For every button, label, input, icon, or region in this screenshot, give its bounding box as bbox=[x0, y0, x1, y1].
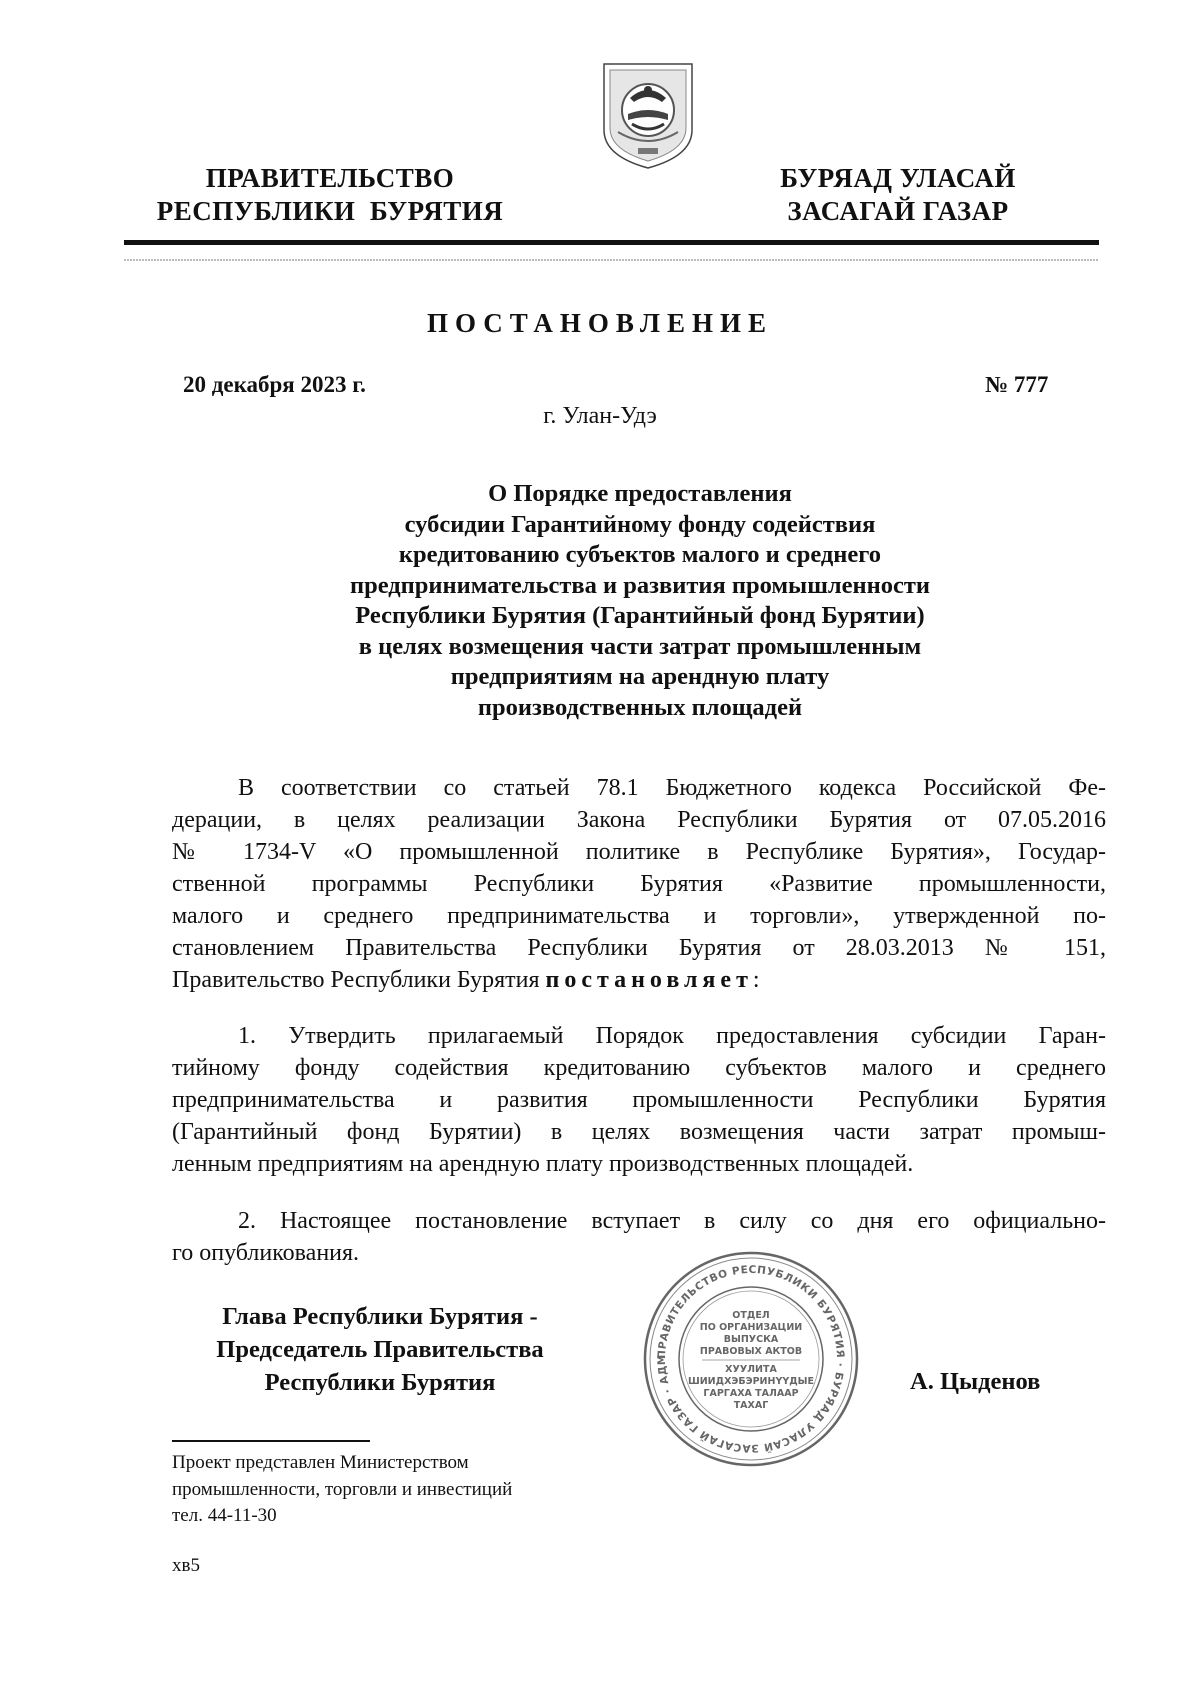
coat-of-arms-icon bbox=[598, 60, 698, 172]
preamble-line: ственной программы Республики Бурятия «Развитие промышленности, bbox=[172, 871, 1106, 897]
seal-inner-line: ШИИДХЭБЭРИНҮҮДЫЕ bbox=[687, 1376, 815, 1387]
preamble-last-text: Правительство Республики Бурятия bbox=[172, 967, 540, 993]
header-divider-thick bbox=[124, 240, 1099, 245]
official-seal-icon bbox=[640, 1248, 862, 1470]
title-line: предпринимательства и развития промышленности bbox=[349, 571, 931, 599]
signer-position-line: Глава Республики Бурятия - bbox=[222, 1303, 538, 1330]
title-line: субсидии Гарантийному фонду содействия bbox=[404, 510, 876, 538]
preamble-line: дерации, в целях реализации Закона Республики Бурятия от 07.05.2016 bbox=[172, 807, 1106, 833]
item-1-line: 1. Утвердить прилагаемый Порядок предоставления субсидии Гаран- bbox=[238, 1023, 1106, 1049]
seal-inner-line: ОТДЕЛ bbox=[732, 1310, 770, 1321]
footnote-line: Проект представлен Министерством bbox=[172, 1452, 469, 1473]
seal-inner-line: ТАХАГ bbox=[733, 1400, 769, 1411]
item-2-line: 2. Настоящее постановление вступает в силу со дня его официально- bbox=[238, 1208, 1106, 1234]
seal-inner-line: ПРАВОВЫХ АКТОВ bbox=[699, 1346, 803, 1357]
footnote-divider bbox=[172, 1440, 370, 1442]
signer-position-line: Председатель Правительства bbox=[216, 1336, 544, 1363]
preamble-line: становлением Правительства Республики Бурятия от 28.03.2013 № 151, bbox=[172, 935, 1106, 961]
document-date: 20 декабря 2023 г. bbox=[183, 372, 366, 397]
document-city: г. Улан-Удэ bbox=[543, 403, 657, 429]
preamble-line: В соответствии со статьей 78.1 Бюджетного кодекса Российской Фе- bbox=[238, 775, 1106, 801]
seal-inner-line: ХУУЛИТА bbox=[725, 1364, 777, 1375]
seal-outer-text: ПРАВИТЕЛЬСТВО РЕСПУБЛИКИ БУРЯТИЯ · БУРЯАД УЛАСАЙ ЗАСАГАЙ ГАЗАР · АДМ bbox=[655, 1263, 847, 1455]
title-line: кредитованию субъектов малого и среднего bbox=[398, 541, 882, 568]
item-1-line: ленным предприятиям на арендную плату производственных площадей. bbox=[172, 1151, 914, 1177]
seal-inner-line: ГАРГАХА ТАЛААР bbox=[703, 1388, 799, 1399]
decree-word: постановляет bbox=[545, 967, 753, 993]
org-name-buryat-line: ЗАСАГАЙ ГАЗАР bbox=[787, 196, 1009, 226]
signer-position-line: Республики Бурятия bbox=[264, 1369, 496, 1396]
preamble-paragraph bbox=[172, 772, 1106, 996]
header-divider-thin bbox=[124, 259, 1099, 261]
title-line: О Порядке предоставления bbox=[488, 480, 792, 507]
title-line: Республики Бурятия (Гарантийный фонд Бурятии) bbox=[355, 602, 925, 629]
seal-inner-line: ПО ОРГАНИЗАЦИИ bbox=[699, 1322, 803, 1333]
org-name-buryat bbox=[728, 162, 1068, 228]
preamble-line: № 1734-V «О промышленной политике в Республике Бурятия», Государ- bbox=[172, 839, 1106, 865]
title-line: производственных площадей bbox=[477, 693, 803, 721]
title-line: в целях возмещения части затрат промышленным bbox=[358, 632, 922, 660]
preamble-line bbox=[172, 964, 1106, 996]
org-name-russian bbox=[130, 162, 530, 228]
document-title bbox=[190, 479, 1090, 723]
preamble-line: малого и среднего предпринимательства и торговли», утвержденной по- bbox=[172, 903, 1106, 929]
footnote-line: промышленности, торговли и инвестиций bbox=[172, 1478, 513, 1500]
title-line: предприятиям на арендную плату bbox=[450, 663, 830, 690]
item-2-paragraph bbox=[172, 1205, 1106, 1269]
document-code: хв5 bbox=[172, 1555, 200, 1576]
document-number: № 777 bbox=[985, 372, 1049, 397]
footnote bbox=[172, 1450, 512, 1530]
signer-position bbox=[170, 1300, 590, 1399]
org-name-russian-line: РЕСПУБЛИКИ БУРЯТИЯ bbox=[156, 196, 504, 226]
document-type: ПОСТАНОВЛЕНИЕ bbox=[426, 308, 774, 338]
org-name-buryat-line: БУРЯАД УЛАСАЙ bbox=[780, 163, 1016, 193]
seal-inner-line: ВЫПУСКА bbox=[723, 1334, 779, 1345]
item-2-line: го опубликования. bbox=[172, 1240, 360, 1266]
item-1-line: (Гарантийный фонд Бурятии) в целях возмещения части затрат промыш- bbox=[172, 1119, 1106, 1145]
footnote-line: тел. 44-11-30 bbox=[172, 1505, 277, 1526]
signer-name: А. Цыденов bbox=[910, 1368, 1041, 1395]
item-1-line: предпринимательства и развития промышленности Республики Бурятия bbox=[172, 1087, 1106, 1113]
org-name-russian-line: ПРАВИТЕЛЬСТВО bbox=[205, 163, 455, 193]
decree-colon: : bbox=[752, 967, 760, 993]
item-1-paragraph bbox=[172, 1020, 1106, 1180]
item-1-line: тийному фонду содействия кредитованию субъектов малого и среднего bbox=[172, 1055, 1106, 1081]
